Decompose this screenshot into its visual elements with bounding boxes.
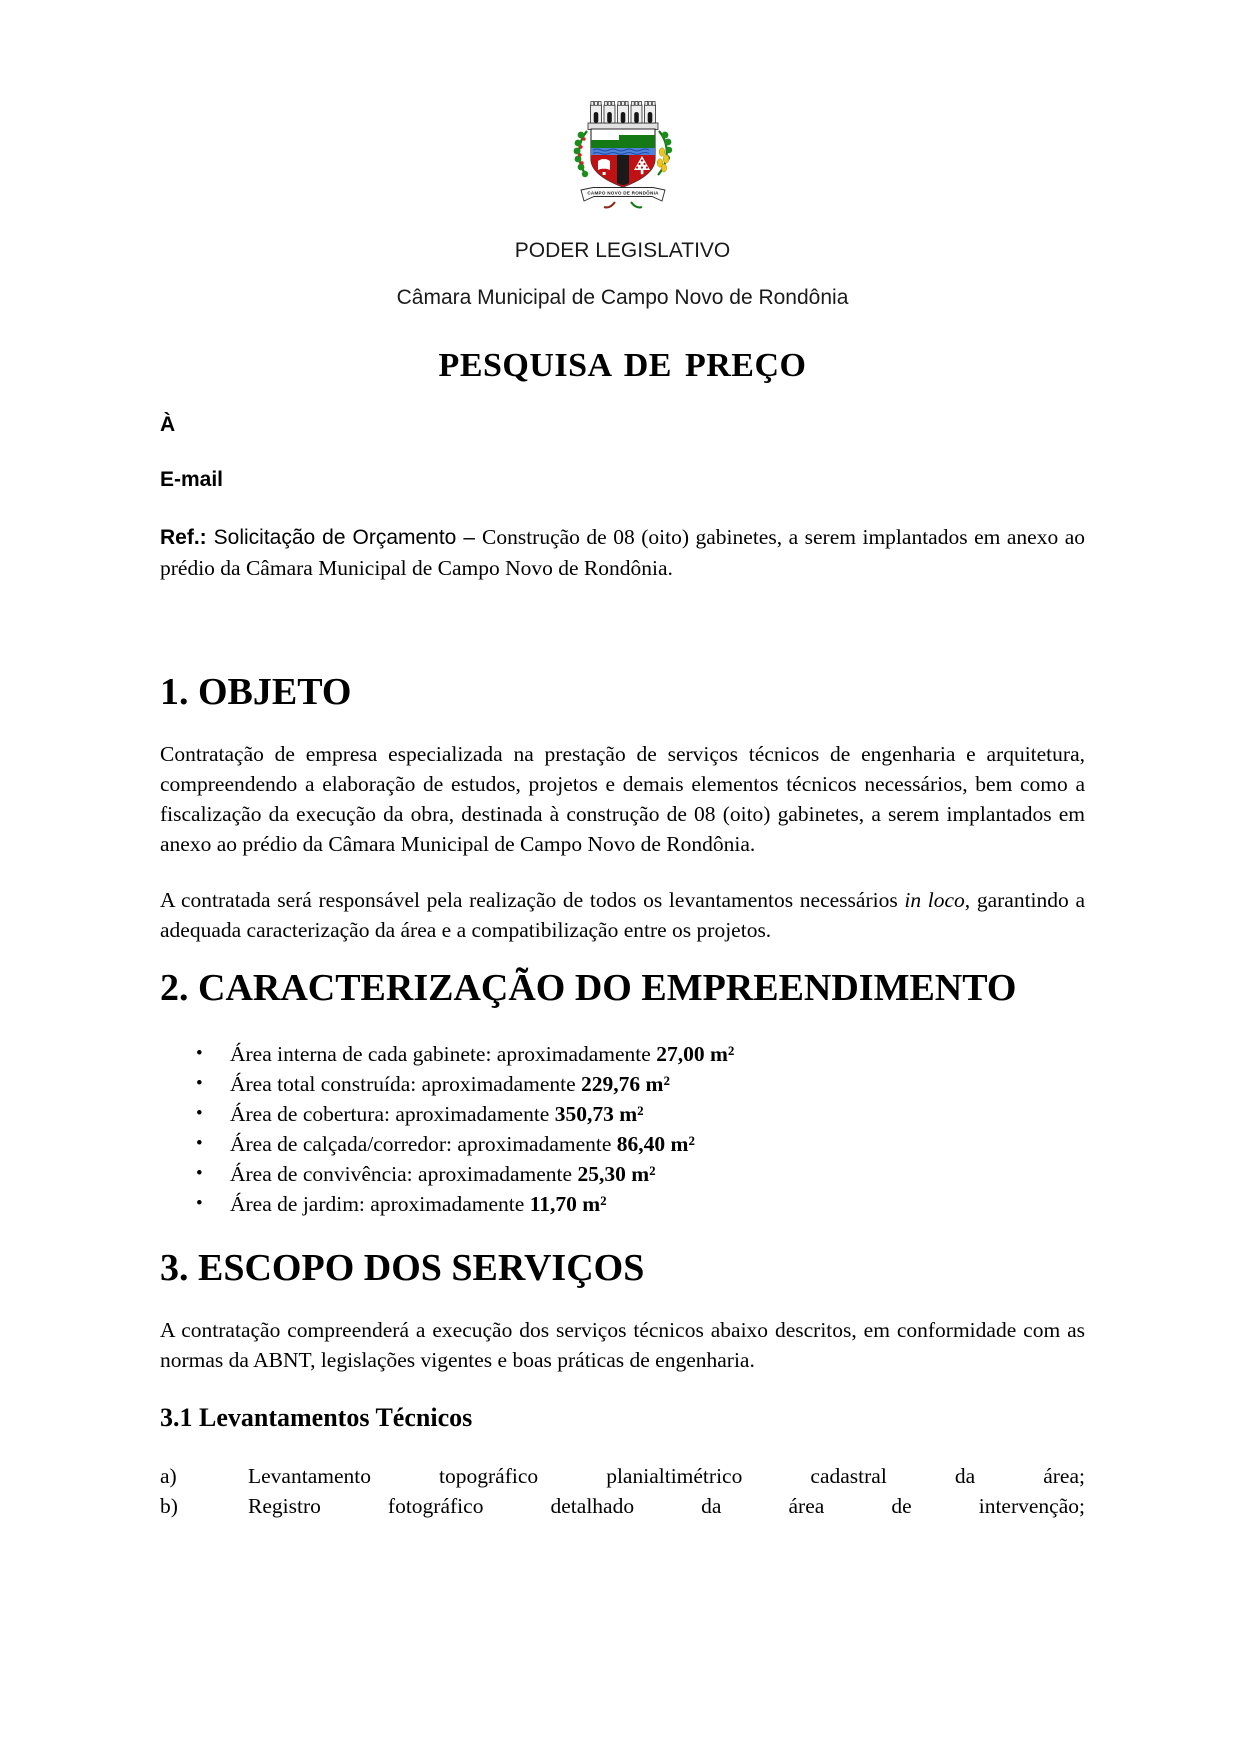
coat-of-arms-logo [557,95,689,222]
area-label: Área de convivência: aproximadamente [230,1162,578,1186]
in-loco-italic: in loco [904,888,965,912]
ref-label: Ref.: [160,526,207,549]
area-value: 27,00 m² [656,1042,735,1066]
mural-crown-icon [588,102,658,130]
list-item [230,1129,1085,1159]
addressee-label: À [160,413,176,436]
scope-items-list [160,1461,1085,1521]
list-item [230,1099,1085,1129]
document-header [160,95,1085,310]
list-item [230,1039,1085,1069]
list-item [230,1189,1085,1219]
area-value: 25,30 m² [577,1162,656,1186]
area-value: 11,70 m² [529,1192,607,1216]
section-2-heading: 2. CARACTERIZAÇÃO DO EMPREENDIMENTO [160,967,1017,1009]
banner-scroll [581,188,665,208]
section-3-paragraph: A contratação compreenderá a execução dos serviços técnicos abaixo descritos, em conformidade com as normas da ABNT, legislações vigentes e boas práticas de engenharia. [160,1318,1085,1372]
item-letter: b) [160,1494,178,1518]
shield-icon [591,129,655,187]
list-item [230,1069,1085,1099]
item-text: Levantamento topográfico planialtimétrico cadastral da área; [248,1464,1085,1488]
area-value: 350,73 m² [554,1102,644,1126]
email-label: E-mail [160,468,224,491]
section-3-heading: 3. ESCOPO DOS SERVIÇOS [160,1247,645,1289]
area-value: 229,76 m² [581,1072,670,1096]
document-title: PESQUISA DE PREÇO [438,347,807,384]
item-letter: a) [160,1464,177,1488]
paragraph-text: A contratada será responsável pela realização de todos os levantamentos necessários [160,888,905,912]
left-branch-icon [573,131,588,177]
section-1-paragraph-1: Contratação de empresa especializada na prestação de serviços técnicos de engenharia e arquitetura, compreendendo a elaboração de estudos, projetos e demais elementos técnicos necessários, bem como a fiscalização da execução da obra, destinada à construção de 08 (oito) gabinetes, a serem implantados em anexo ao prédio da Câmara Municipal de Campo Novo de Rondônia. [160,742,1085,856]
area-label: Área total construída: aproximadamente [230,1072,582,1096]
ref-request: Solicitação de Orçamento – [206,526,482,549]
section-1-heading: 1. OBJETO [160,671,352,713]
item-text: Registro fotográfico detalhado da área de intervenção; [248,1494,1085,1518]
header-poder-legislativo: PODER LEGISLATIVO [514,239,731,262]
area-bullet-list [160,1039,1085,1219]
reference-line [160,522,1085,583]
area-label: Área de jardim: aproximadamente [230,1192,530,1216]
area-label: Área de calçada/corredor: aproximadamente [230,1132,617,1156]
area-label: Área interna de cada gabinete: aproximadamente [230,1042,657,1066]
section-1-paragraph-2 [160,885,1085,945]
area-label: Área de cobertura: aproximadamente [230,1102,555,1126]
ref-detail: Construção de 08 (oito) gabinetes, a serem implantados em anexo ao prédio da Câmara Municipal de Campo Novo de Rondônia. [160,525,1085,580]
scope-item-b [160,1491,1085,1521]
header-org-name: Câmara Municipal de Campo Novo de Rondônia [396,286,849,309]
paragraph-text: , garantindo a adequada caracterização da área e a compatibilização entre os projetos. [160,888,1085,942]
scope-item-a [160,1461,1085,1491]
list-item [230,1159,1085,1189]
subsection-3-1-heading: 3.1 Levantamentos Técnicos [160,1403,473,1432]
right-branch-icon [657,131,672,175]
area-value: 86,40 m² [616,1132,695,1156]
banner-text: CAMPO NOVO DE RONDÔNIA [586,190,659,196]
